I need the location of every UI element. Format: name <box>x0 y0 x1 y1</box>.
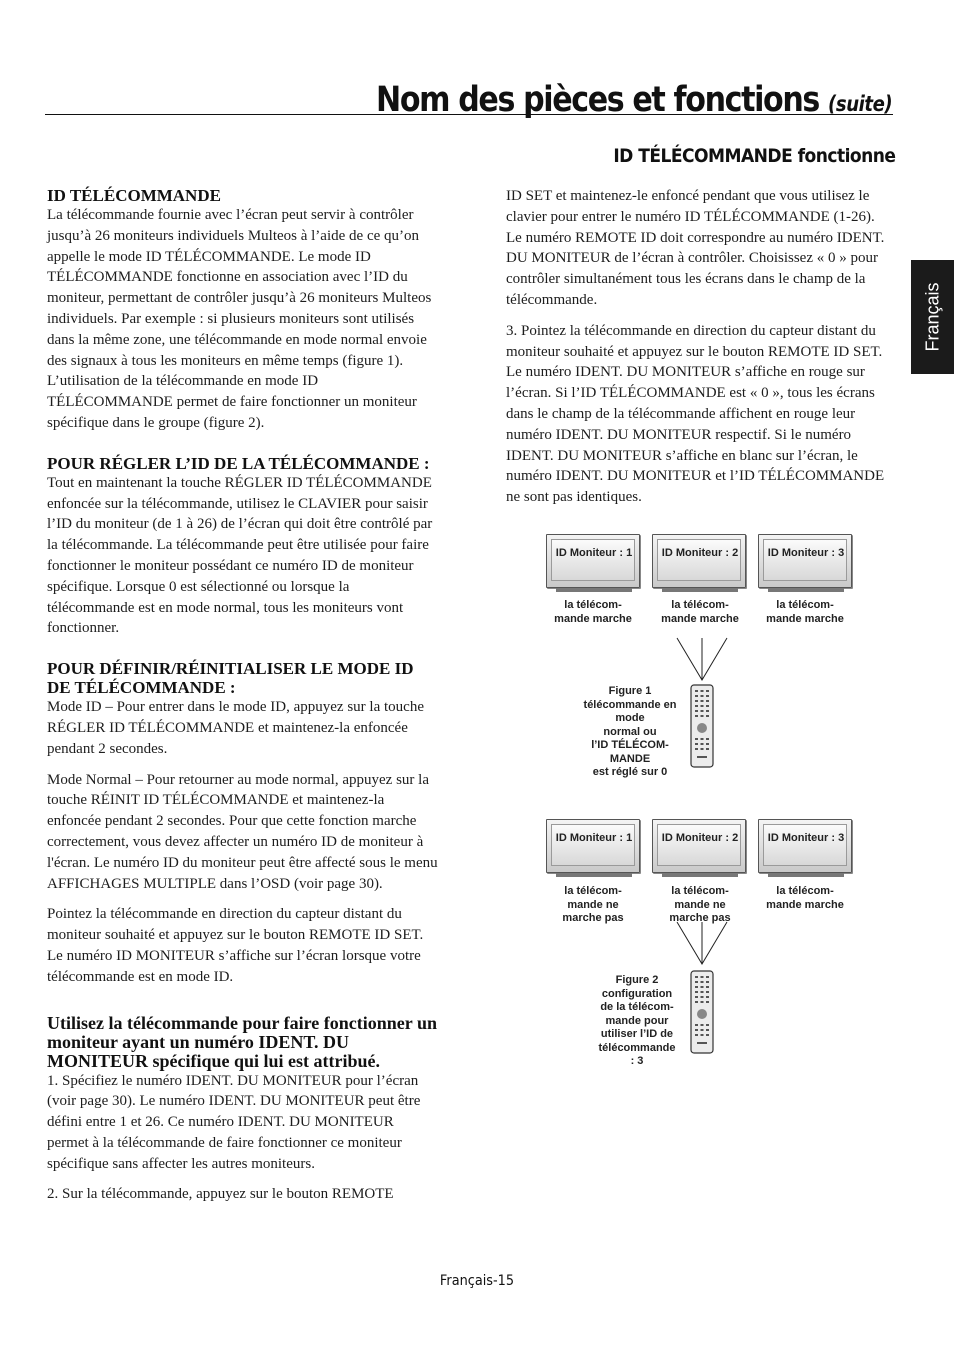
paragraph-step-1: 1. Spécifiez le numéro IDENT. DU MONITEUR pour l’écran (voir page 30). Le numéro IDENT. DU MONITEUR peut être défini entre 1 et 26. Ce numéro IDENT. DU MONITEUR permet à la télécommande de faire fonctionner ce moniteur spécifique sans affecter les autres moniteurs. <box>47 1072 421 1172</box>
paragraph-pointez: Pointez la télécommande en direction du capteur distant du moniteur souhaité et appuyez sur le bouton REMOTE ID SET. Le numéro ID MONITEUR s’affiche sur l’écran lorsque votre télécommande est en mode ID. <box>47 906 424 985</box>
figure1-monitor-3-label: ID Moniteur : 3 <box>767 547 845 559</box>
figure1-monitor-1-label: ID Moniteur : 1 <box>555 547 633 559</box>
figure2-monitor-2-label: ID Moniteur : 2 <box>661 832 739 844</box>
left-column <box>47 186 439 1215</box>
figure1-monitor-2-label: ID Moniteur : 2 <box>661 547 739 559</box>
paragraph-step-3: 3. Pointez la télécommande en direction du capteur distant du moniteur souhaité et appuyez sur le bouton REMOTE ID SET. Le numéro IDENT. DU MONITEUR s’affiche en rouge sur l’écran. Si l’ID TÉLÉCOMMANDE est « 0 », tous les écrans dans le champ de la télécommande affichent en rouge leur numéro IDENT. DU MONITEUR respectif. Si le numéro IDENT. DU MONITEUR s’affiche en blanc sur l’écran, le numéro IDENT. DU MONITEUR et l’ID TÉLÉCOMMANDE ne sont pas identiques. <box>506 322 885 506</box>
section-heading: ID TÉLÉCOMMANDE fonctionne <box>612 145 895 167</box>
page-title-suite: (suite) <box>827 92 892 116</box>
figure2-monitor-1 <box>546 819 642 877</box>
figure2-status-2: la télécom- mande ne marche pas <box>669 885 731 924</box>
page-title-main: Nom des pièces et fonctions <box>375 80 819 120</box>
paragraph-step-2: 2. Sur la télécommande, appuyez sur le bouton REMOTE <box>47 1186 394 1203</box>
remote-id-diagram <box>540 528 860 1067</box>
figure1-status-2: la télécom- mande marche <box>661 599 739 625</box>
paragraph-mode-id: Mode ID – Pour entrer dans le mode ID, appuyez sur la touche RÉGLER ID TÉLÉCOMMANDE et maintenez-la enfoncée pendant 2 secondes. <box>47 699 424 757</box>
figure1-status-3: la télécom- mande marche <box>766 599 844 625</box>
figure2-monitor-1-label: ID Moniteur : 1 <box>555 832 633 844</box>
figure2-status-1: la télécom- mande ne marche pas <box>562 885 624 924</box>
figure2-caption: Figure 2 configuration de la télécom- mande pour utiliser l’ID de télécommande : 3 <box>598 974 676 1067</box>
page-number: Français-15 <box>439 1273 515 1289</box>
language-tab-label: Français <box>922 282 942 352</box>
language-tab <box>911 260 954 374</box>
heading-id-telecommande: ID TÉLÉCOMMANDE <box>47 186 221 205</box>
right-column <box>506 186 892 518</box>
figure2-monitor-3-label: ID Moniteur : 3 <box>767 832 845 844</box>
heading-definir-mode: POUR DÉFINIR/RÉINITIALISER LE MODE ID DE TÉLÉCOMMANDE : <box>47 659 414 698</box>
figure2-status-3: la télécom- mande marche <box>766 885 844 911</box>
remote-control-icon <box>690 684 714 768</box>
paragraph-continued: ID SET et maintenez-le enfoncé pendant que vous utilisez le clavier pour entrer le numéro ID TÉLÉCOMMANDE (1-26). Le numéro REMOTE ID doit correspondre au numéro IDENT. DU MONITEUR de l’écran à contrôler. Choisissez « 0 » pour contrôler simultanément tous les écrans dans le champ de la télécommande. <box>506 188 885 308</box>
figure1-status-1: la télécom- mande marche <box>554 599 632 625</box>
heading-regler-id: POUR RÉGLER L’ID DE LA TÉLÉCOMMANDE : <box>47 453 430 473</box>
figure1-caption: Figure 1 télécommande en mode normal ou l’ID TÉLÉCOM- MANDE est réglé sur 0 <box>583 685 677 778</box>
heading-utilisez: Utilisez la télécommande pour faire fonctionner un moniteur ayant un numéro IDENT. DU MONITEUR spécifique qui lui est attribué. <box>47 1012 437 1071</box>
paragraph-regler-id: Tout en maintenant la touche RÉGLER ID TÉLÉCOMMANDE enfoncée sur la télécommande, utilisez le CLAVIER pour saisir l’ID du moniteur (de 1 à 26) de l’écran qui doit être contrôlé par la télécommande. La télécommande peut être utilisée pour faire fonctionner le moniteur possédant ce numéro ID de moniteur spécifique. Lorsque 0 est sélectionné ou lorsque la télécommande est en mode normal, tous les moniteurs vont fonctionner. <box>47 474 433 637</box>
figure2-monitor-2 <box>652 819 748 877</box>
paragraph-id-intro: La télécommande fournie avec l’écran peut servir à contrôler jusqu’à 26 moniteurs individuels Multeos à l’aide de ce qu’on appelle le mode ID TÉLÉCOMMANDE. Le mode ID TÉLÉCOMMANDE fonctionne en association avec l’ID du moniteur, permettant de contrôler jusqu’à 26 moniteurs Multeos individuels. Par exemple : si plusieurs moniteurs sont utilisés dans la même zone, une télécommande en mode normal envoie des signaux à tous les moniteurs en même temps (figure 1). L’utilisation de la télécommande en mode ID TÉLÉCOMMANDE permet de faire fonctionner un moniteur spécifique dans le groupe (figure 2). <box>47 207 432 431</box>
figure2-monitor-3 <box>758 819 854 877</box>
page-title <box>376 80 892 120</box>
remote-control-icon-2 <box>690 970 714 1054</box>
paragraph-mode-normal: Mode Normal – Pour retourner au mode normal, appuyez sur la touche RÉINIT ID TÉLÉCOMMANDE et maintenez-la enfoncée pendant 2 secondes. Pour que cette fonction marche correctement, vous devez affecter un numéro ID de moniteur à l'écran. Le numéro ID du moniteur peut être affecté sous le menu AFFICHAGES MULTIPLE dans l’OSD (voir page 30). <box>47 771 438 892</box>
